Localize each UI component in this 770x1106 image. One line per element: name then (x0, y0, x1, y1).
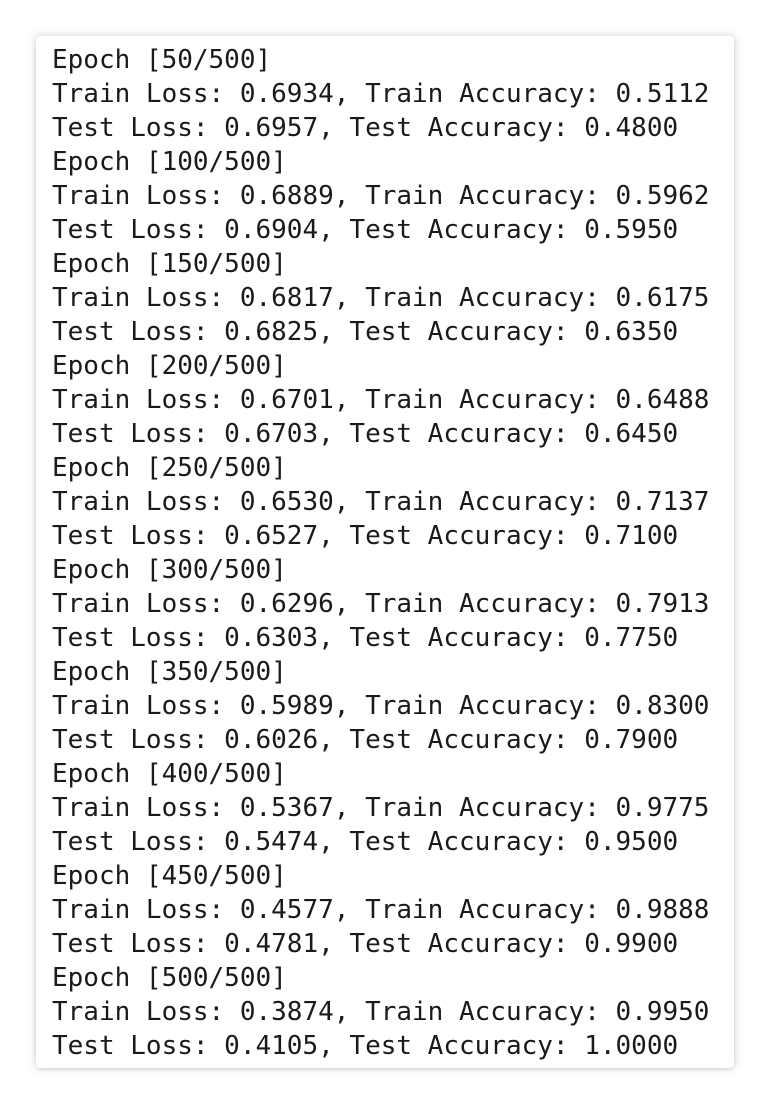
test-metrics-line: Test Loss: 0.6957, Test Accuracy: 0.4800 (52, 113, 679, 143)
epoch-line: Epoch [150/500] (52, 249, 287, 279)
train-metrics-line: Train Loss: 0.5989, Train Accuracy: 0.8300 (52, 691, 710, 721)
train-metrics-line: Train Loss: 0.6817, Train Accuracy: 0.6175 (52, 283, 710, 313)
test-metrics-line: Test Loss: 0.6303, Test Accuracy: 0.7750 (52, 623, 679, 653)
train-metrics-line: Train Loss: 0.4577, Train Accuracy: 0.9888 (52, 895, 710, 925)
train-metrics-line: Train Loss: 0.6701, Train Accuracy: 0.6488 (52, 385, 710, 415)
test-metrics-line: Test Loss: 0.6703, Test Accuracy: 0.6450 (52, 419, 679, 449)
train-metrics-line: Train Loss: 0.6889, Train Accuracy: 0.5962 (52, 181, 710, 211)
test-metrics-line: Test Loss: 0.4781, Test Accuracy: 0.9900 (52, 929, 679, 959)
test-metrics-line: Test Loss: 0.6026, Test Accuracy: 0.7900 (52, 725, 679, 755)
epoch-line: Epoch [300/500] (52, 555, 287, 585)
epoch-line: Epoch [100/500] (52, 147, 287, 177)
epoch-line: Epoch [350/500] (52, 657, 287, 687)
epoch-line: Epoch [50/500] (52, 45, 272, 75)
test-metrics-line: Test Loss: 0.5474, Test Accuracy: 0.9500 (52, 827, 679, 857)
test-metrics-line: Test Loss: 0.6527, Test Accuracy: 0.7100 (52, 521, 679, 551)
training-output-panel (36, 36, 734, 1068)
epoch-line: Epoch [400/500] (52, 759, 287, 789)
test-metrics-line: Test Loss: 0.6825, Test Accuracy: 0.6350 (52, 317, 679, 347)
epoch-line: Epoch [250/500] (52, 453, 287, 483)
train-metrics-line: Train Loss: 0.6530, Train Accuracy: 0.7137 (52, 487, 710, 517)
epoch-line: Epoch [450/500] (52, 861, 287, 891)
train-metrics-line: Train Loss: 0.3874, Train Accuracy: 0.9950 (52, 997, 710, 1027)
epoch-line: Epoch [500/500] (52, 963, 287, 993)
train-metrics-line: Train Loss: 0.6934, Train Accuracy: 0.5112 (52, 79, 710, 109)
test-metrics-line: Test Loss: 0.6904, Test Accuracy: 0.5950 (52, 215, 679, 245)
epoch-line: Epoch [200/500] (52, 351, 287, 381)
train-metrics-line: Train Loss: 0.5367, Train Accuracy: 0.9775 (52, 793, 710, 823)
train-metrics-line: Train Loss: 0.6296, Train Accuracy: 0.7913 (52, 589, 710, 619)
test-metrics-line: Test Loss: 0.4105, Test Accuracy: 1.0000 (52, 1031, 679, 1061)
